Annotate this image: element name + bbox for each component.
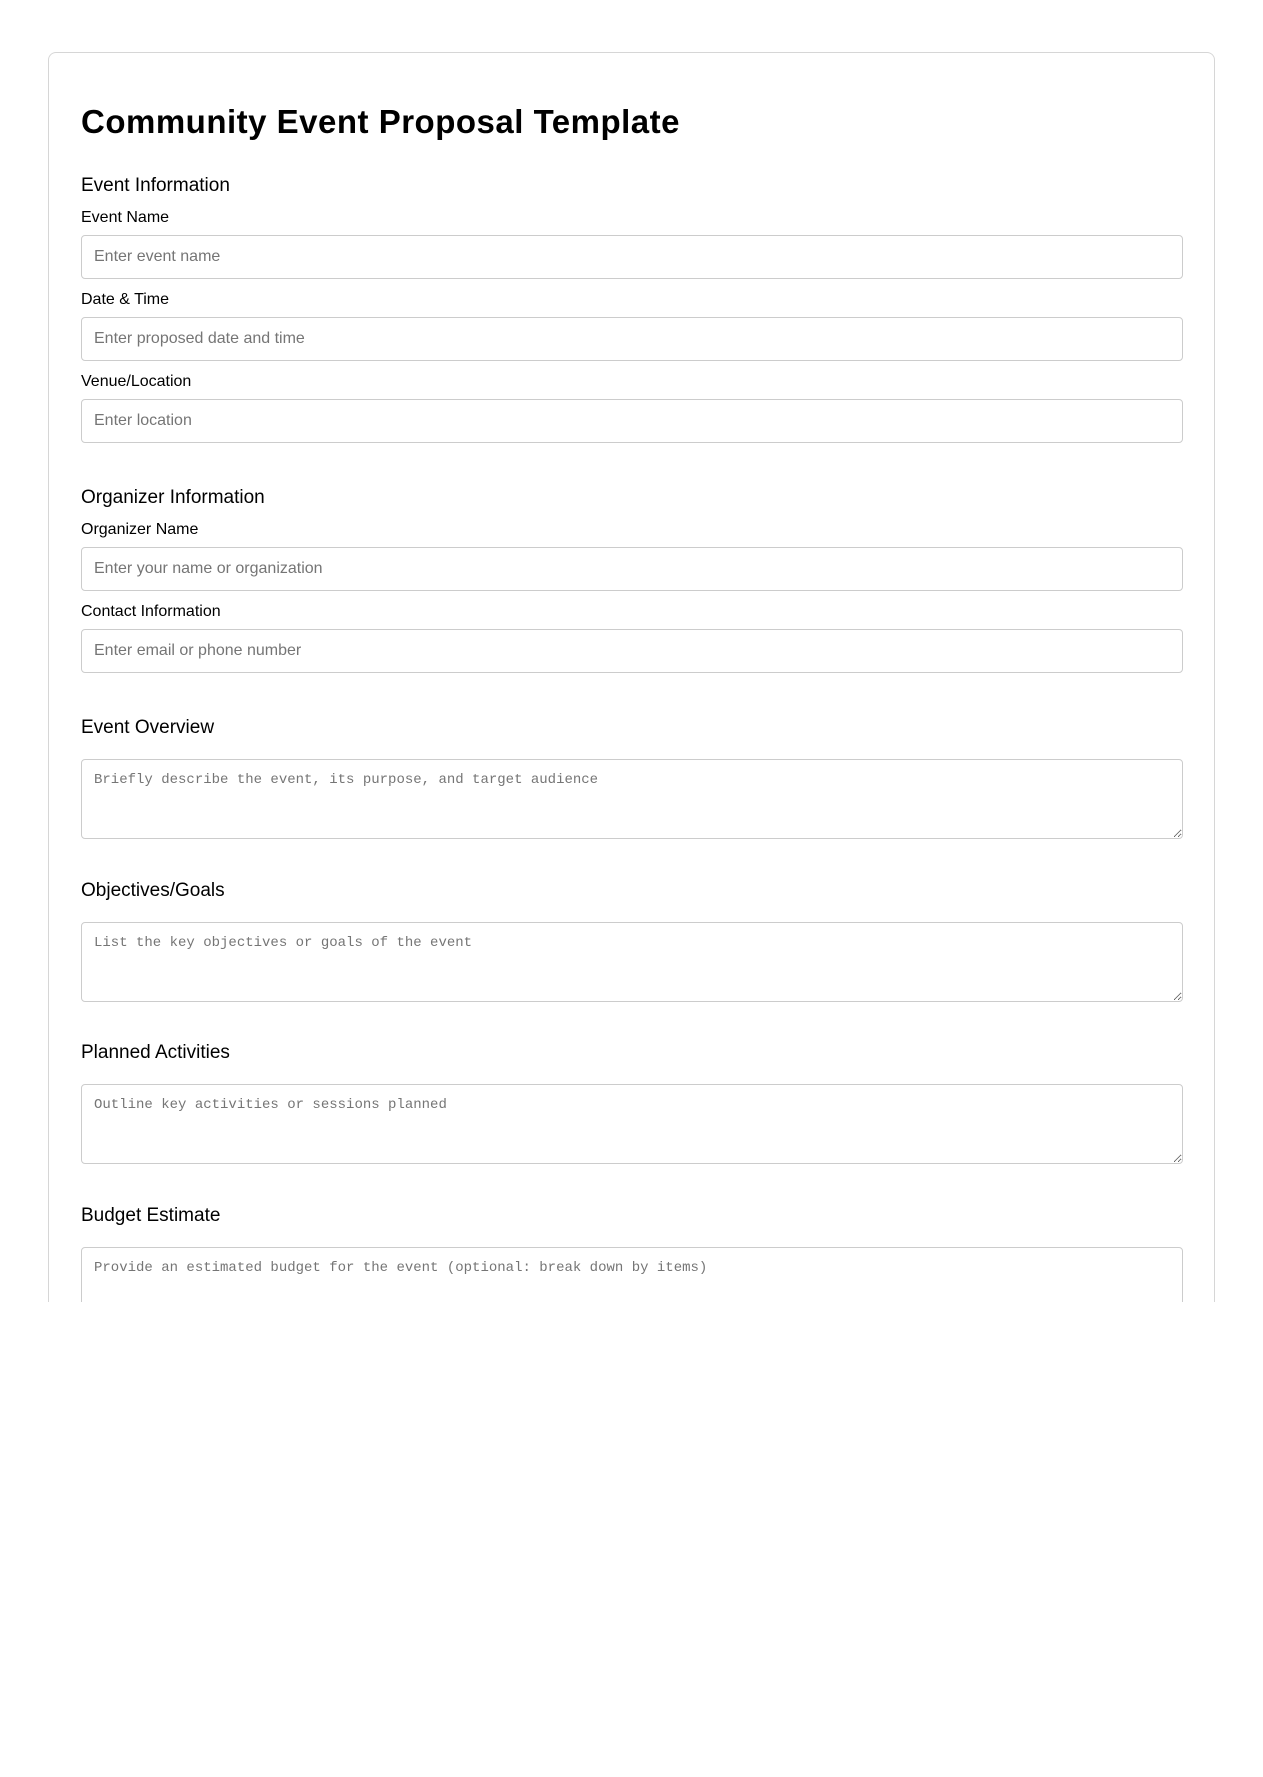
date-time-label: Date & Time xyxy=(81,291,170,308)
proposal-form-card xyxy=(48,52,1215,1302)
date-time-input[interactable] xyxy=(81,317,1183,361)
objectives-goals-heading: Objectives/Goals xyxy=(81,880,225,901)
planned-activities-textarea[interactable] xyxy=(81,1084,1183,1164)
contact-information-label: Contact Information xyxy=(81,603,221,620)
event-overview-textarea[interactable] xyxy=(81,759,1183,839)
venue-location-input[interactable] xyxy=(81,399,1183,443)
organizer-information-heading: Organizer Information xyxy=(81,487,265,508)
objectives-goals-textarea[interactable] xyxy=(81,922,1183,1002)
page-title: Community Event Proposal Template xyxy=(81,103,680,140)
budget-estimate-heading: Budget Estimate xyxy=(81,1205,221,1226)
event-information-heading: Event Information xyxy=(81,175,230,196)
planned-activities-heading: Planned Activities xyxy=(81,1042,230,1063)
venue-location-label: Venue/Location xyxy=(81,373,192,390)
contact-information-input[interactable] xyxy=(81,629,1183,673)
event-overview-heading: Event Overview xyxy=(81,717,215,738)
budget-estimate-textarea[interactable] xyxy=(81,1247,1183,1302)
event-name-label: Event Name xyxy=(81,209,170,226)
organizer-name-label: Organizer Name xyxy=(81,521,199,538)
organizer-name-input[interactable] xyxy=(81,547,1183,591)
event-name-input[interactable] xyxy=(81,235,1183,279)
